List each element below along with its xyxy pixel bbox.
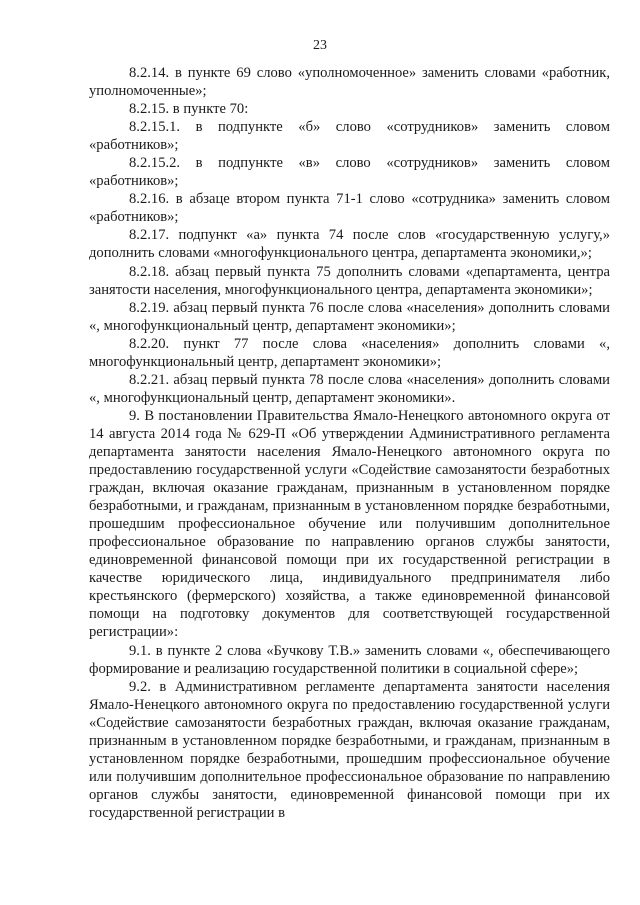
paragraph-8-2-21: 8.2.21. абзац первый пункта 78 после слова «населения» дополнить словами «, многофункциональный центр, департамент экономики». xyxy=(89,371,610,406)
paragraph-9-2: 9.2. в Административном регламенте департамента занятости населения Ямало-Ненецкого автономного округа по предоставлению государственной услуги «Содействие самозанятости безработных граждан, включая оказание гражданам, признанным в установленном порядке безработными, и гражданам, признанным в установленном порядке безработными, прошедшим профессиональное обучение или получившим дополнительное профессиональное образование по направлению органов службы занятости, единовременной финансовой помощи при их государственной регистрации в xyxy=(89,678,610,821)
paragraph-8-2-15-1: 8.2.15.1. в подпункте «б» слово «сотрудников» заменить словом «работников»; xyxy=(89,119,610,154)
paragraph-8-2-16: 8.2.16. в абзаце втором пункта 71-1 слово «сотрудника» заменить словом «работников»; xyxy=(89,191,610,226)
paragraph-8-2-18: 8.2.18. абзац первый пункта 75 дополнить словами «департамента, центра занятости населения, многофункционального центра, департамента экономики»; xyxy=(89,263,610,298)
paragraph-9: 9. В постановлении Правительства Ямало-Ненецкого автономного округа от 14 августа 2014 года № 629-П «Об утверждении Административного регламента департамента занятости населения Ямало-Ненецкого автономного округа по предоставлению государственной услуги «Содействие самозанятости безработных граждан, включая оказание гражданам, признанным в установленном порядке безработными, и гражданам, признанным в установленном порядке безработными, прошедшим профессиональное обучение или получившим дополнительное профессиональное образование по направлению органов службы занятости, единовременной финансовой помощи при их государственной регистрации в качестве юридического лица, индивидуального предпринимателя либо крестьянского (фермерского) хозяйства, а также единовременной финансовой помощи на подготовку документов для соответствующей государственной регистрации»: xyxy=(89,407,610,641)
page-number: 23 xyxy=(313,38,327,53)
paragraph-8-2-20: 8.2.20. пункт 77 после слова «населения» дополнить словами «, многофункциональный центр, департамент экономики»; xyxy=(89,335,610,370)
paragraph-8-2-15-2: 8.2.15.2. в подпункте «в» слово «сотрудников» заменить словом «работников»; xyxy=(89,155,610,190)
paragraph-8-2-19: 8.2.19. абзац первый пункта 76 после слова «населения» дополнить словами «, многофункциональный центр, департамент экономики»; xyxy=(89,299,610,334)
paragraph-8-2-17: 8.2.17. подпункт «а» пункта 74 после слов «государственную услугу,» дополнить словами «многофункционального центра, департамента экономики,»; xyxy=(89,227,610,262)
paragraph-9-1: 9.1. в пункте 2 слова «Бучкову Т.В.» заменить словами «, обеспечивающего формирование и реализацию государственной политики в социальной сфере»; xyxy=(89,642,610,677)
paragraph-8-2-14: 8.2.14. в пункте 69 слово «уполномоченное» заменить словами «работник, уполномоченные»; xyxy=(89,65,610,100)
document-body xyxy=(89,64,610,822)
paragraph-8-2-15: 8.2.15. в пункте 70: xyxy=(129,101,249,118)
